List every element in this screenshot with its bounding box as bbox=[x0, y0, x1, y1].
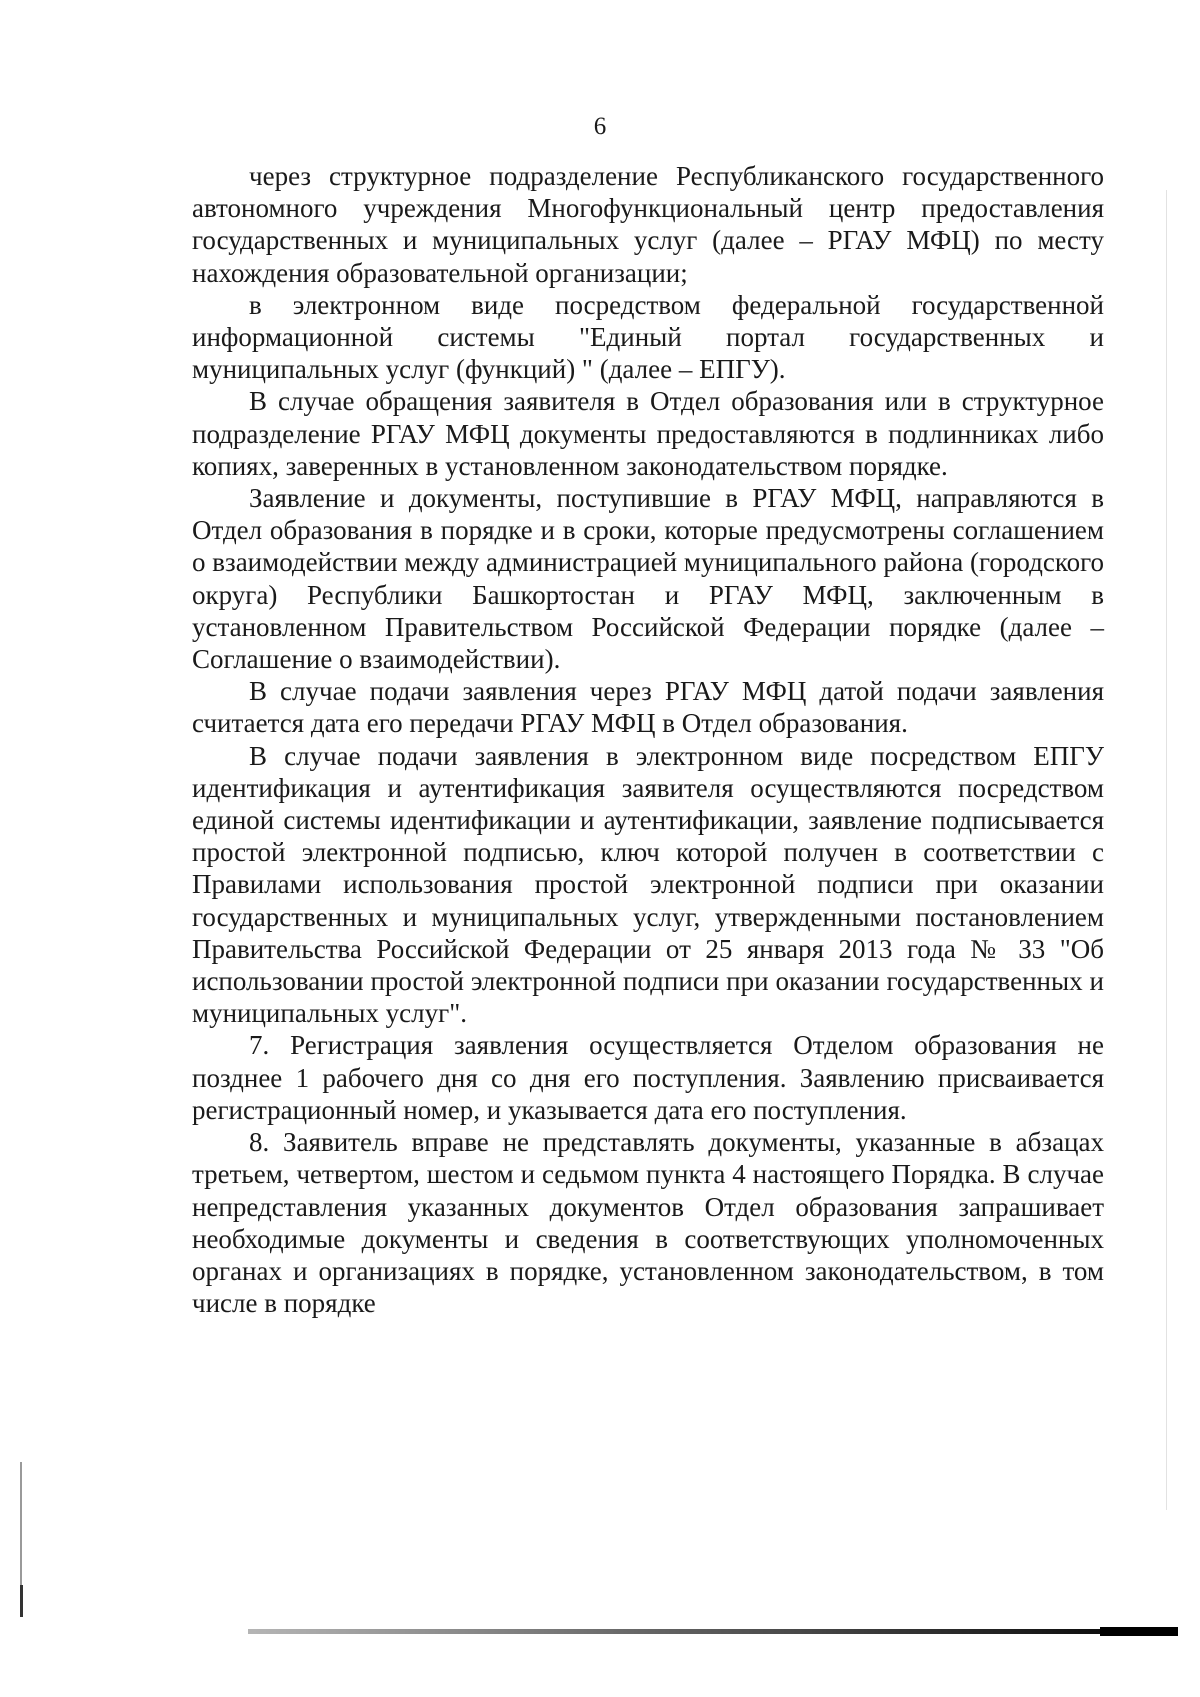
scan-edge-left-mark bbox=[20, 1585, 23, 1617]
scan-bottom-shadow-dark bbox=[1100, 1627, 1178, 1636]
paragraph-item-7-registration: 7. Регистрация заявления осуществляется Отделом образования не позднее 1 рабочего дня со дня его поступления. Заявлению присваивается регистрационный номер, и указывается дата его поступления. bbox=[192, 1030, 1104, 1125]
paragraph-epgu-channel: в электронном виде посредством федеральной государственной информационной системы "Единый портал государственных и муниципальных услуг (функций) " (далее – ЕПГУ). bbox=[192, 289, 1104, 385]
paragraph-electronic-signature: В случае подачи заявления в электронном виде посредством ЕПГУ идентификация и аутентификация заявителя осуществляются посредством единой системы идентификации и аутентификации, заявление подписывается простой электронной подписью, ключ которой получен в соответствии с Правилами использования простой электронной подписи при оказании государственных и муниципальных услуг, утвержденными постановлением Правительства Российской Федерации от 25 января 2013 года № 33 "Об использовании простой электронной подписи при оказании государственных и муниципальных услуг". bbox=[192, 740, 1104, 1029]
page-number: 6 bbox=[593, 113, 607, 140]
paragraph-item-8-documents: 8. Заявитель вправе не представлять документы, указанные в абзацах третьем, четвертом, шестом и седьмом пункта 4 настоящего Порядка. В случае непредставления указанных документов Отдел образования запрашивает необходимые документы и сведения в соответствующих уполномоченных органах и организациях в порядке, установленном законодательством, в том числе в порядке bbox=[192, 1127, 1104, 1319]
paragraph-document-originals: В случае обращения заявителя в Отдел образования или в структурное подразделение РГАУ МФЦ документы предоставляются в подлинниках либо копиях, заверенных в установленном законодательством порядке. bbox=[192, 386, 1104, 481]
paragraph-mfc-channel: через структурное подразделение Республиканского государственного автономного учреждения Многофункциональный центр предоставления государственных и муниципальных услуг (далее – РГАУ МФЦ) по месту нахождения образовательной организации; bbox=[192, 161, 1104, 288]
document-body bbox=[192, 160, 1104, 1319]
scan-bottom-shadow bbox=[248, 1629, 1178, 1634]
paragraph-submission-date: В случае подачи заявления через РГАУ МФЦ датой подачи заявления считается дата его передачи РГАУ МФЦ в Отдел образования. bbox=[192, 676, 1104, 739]
paragraph-mfc-forwarding: Заявление и документы, поступившие в РГАУ МФЦ, направляются в Отдел образования в порядке и в сроки, которые предусмотрены соглашением о взаимодействии между администрацией муниципального района (городского округа) Республики Башкортостан и РГАУ МФЦ, заключенным в установленном Правительством Российской Федерации порядке (далее – Соглашение о взаимодействии). bbox=[192, 483, 1104, 675]
scan-edge-right bbox=[1166, 190, 1167, 1510]
